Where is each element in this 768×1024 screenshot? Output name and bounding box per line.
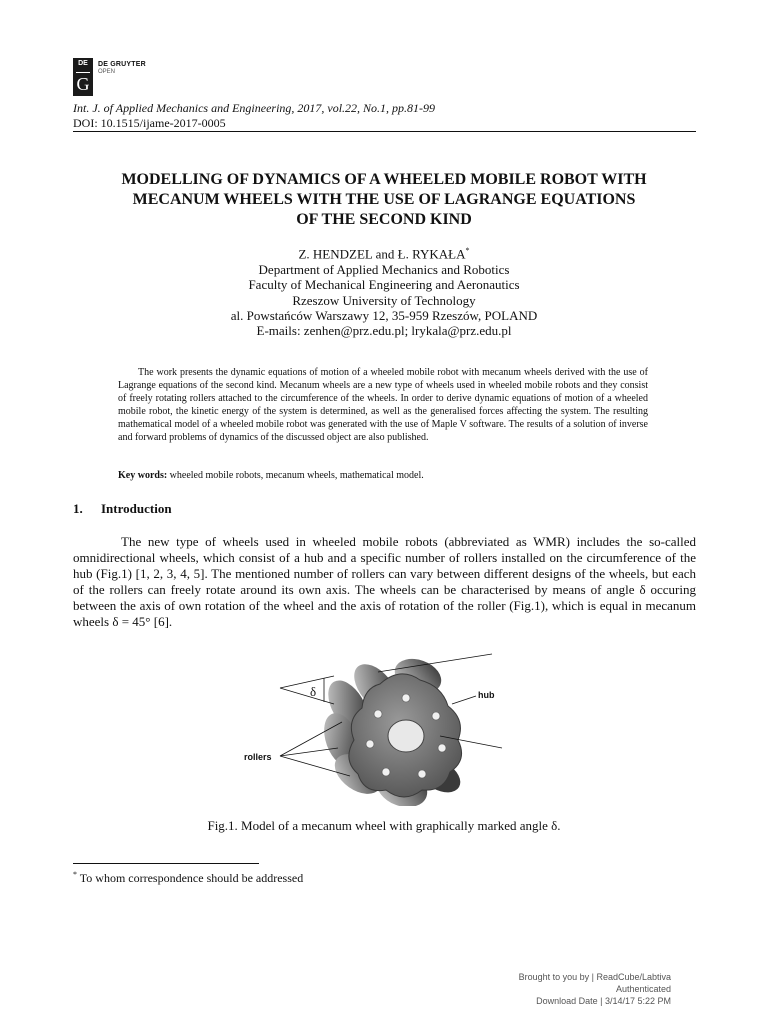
affiliation — [0, 262, 768, 338]
doi: DOI: 10.1515/ijame-2017-0005 — [73, 116, 226, 130]
section-heading — [73, 501, 172, 517]
author-names: Z. HENDZEL and Ł. RYKAŁA — [298, 246, 466, 262]
paper-title — [60, 170, 708, 230]
header-rule — [73, 131, 696, 132]
download-info-line: Authenticated — [615, 984, 671, 994]
publisher-sub: OPEN — [98, 69, 116, 75]
abstract: The work presents the dynamic equations of motion of a wheeled mobile robot with mecanum wheels derived with the use of Lagrange equations of the second kind. Mecanum wheels are a new type of wheels used in wheeled mobile robots and they consist of freely rotating rollers attached to the circumference of the wheels. In order to derive dynamic equations of motion of a wheeled mobile robot, the kinetic energy of the system is determined, as well as the generalised forces affecting the system. The resulting mathematical model of a wheeled mobile robot was generated with the use of Maple V software. The results of a solution of inverse and forward problems of dynamics of the discussed object are also published. — [118, 367, 648, 443]
title-line: MODELLING OF DYNAMICS OF A WHEELED MOBILE ROBOT WITH — [121, 171, 647, 188]
title-line: OF THE SECOND KIND — [296, 211, 472, 228]
mecanum-wheel-illustration — [230, 636, 520, 806]
affiliation-line: Department of Applied Mechanics and Robotics — [258, 262, 510, 277]
footnote — [73, 870, 303, 886]
publisher-name: DE GRUYTER — [98, 61, 146, 68]
author-mark: * — [465, 246, 470, 255]
figure-caption: Fig.1. Model of a mecanum wheel with graphically marked angle δ. — [207, 818, 561, 833]
logo-top-text: DE — [78, 60, 88, 67]
footnote-text: To whom correspondence should be addressed — [79, 871, 304, 885]
footnote-mark: * — [73, 870, 77, 879]
section-number: 1. — [73, 501, 83, 516]
mecanum-wheel-figure — [230, 636, 520, 806]
download-info — [519, 971, 671, 1007]
affiliation-line: E-mails: zenhen@prz.edu.pl; lrykala@prz.edu.pl — [256, 323, 512, 339]
hub-label: hub — [478, 690, 495, 700]
title-line: MECANUM WHEELS WITH THE USE OF LAGRANGE EQUATIONS — [132, 191, 636, 208]
download-info-line: Brought to you by | ReadCube/Labtiva — [518, 972, 671, 982]
keywords-text: wheeled mobile robots, mecanum wheels, mathematical model. — [169, 470, 424, 481]
hub-pointer — [452, 696, 476, 704]
keywords — [118, 470, 648, 481]
footnote-rule — [73, 863, 259, 864]
section-title: Introduction — [101, 501, 172, 516]
keywords-label: Key words: — [118, 470, 168, 481]
download-info-line: Download Date | 3/14/17 5:22 PM — [536, 996, 671, 1006]
affiliation-line: al. Powstańców Warszawy 12, 35-959 Rzeszów, POLAND — [230, 307, 538, 323]
publisher-logo — [73, 58, 93, 96]
intro-paragraph: The new type of wheels used in wheeled mobile robots (abbreviated as WMR) includes the so-called omnidirectional wheels, which consist of a hub and a specific number of rollers installed on the circumference of the hub (Fig.1) [1, 2, 3, 4, 5]. The mentioned number of rollers can vary between different designs of the wheels, but each of the rollers can freely rotate around its own axis. The wheels can be characterised by means of angle δ occuring between the axis of own rotation of the wheel and the axis of rotation of the roller (Fig.1), which is equal in mecanum wheels δ = 45° [6]. — [73, 534, 696, 629]
rollers-label: rollers — [244, 752, 272, 762]
affiliation-line: Faculty of Mechanical Engineering and Aeronautics — [248, 277, 520, 293]
affiliation-line: Rzeszow University of Technology — [292, 292, 476, 308]
authors — [0, 246, 768, 262]
journal-citation: Int. J. of Applied Mechanics and Engineering, 2017, vol.22, No.1, pp.81-99 — [73, 101, 436, 115]
delta-label: δ — [310, 684, 317, 699]
logo-letter: G — [76, 74, 90, 94]
hub-center-hole — [388, 720, 424, 752]
